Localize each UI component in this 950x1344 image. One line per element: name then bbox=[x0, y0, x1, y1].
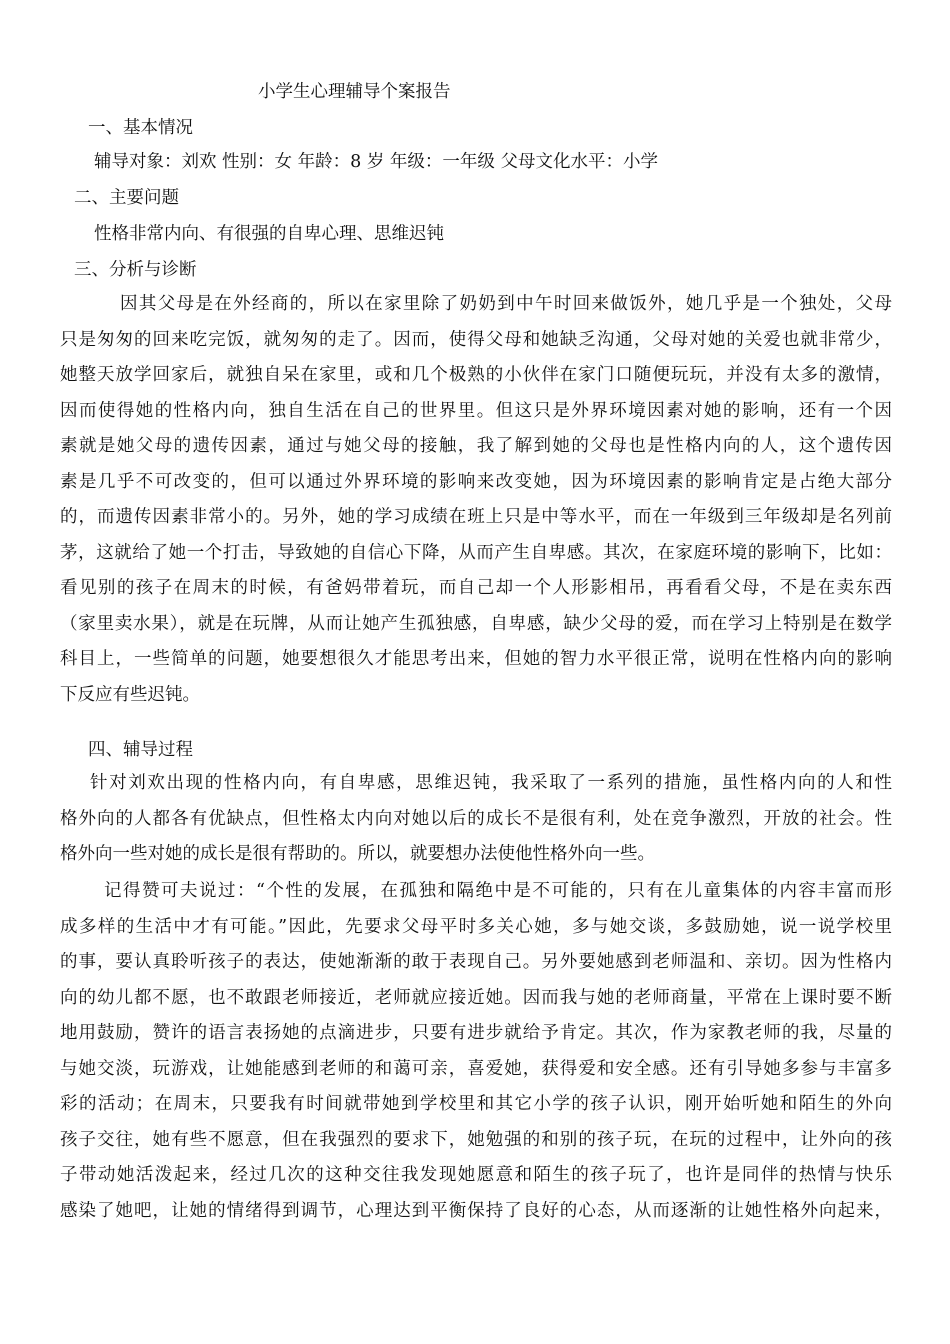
process-line: 格外向一些对她的成长是很有帮助的。所以，就要想办法使他性格外向一些。 bbox=[60, 844, 655, 864]
section-heading-analysis: 三、分析与诊断 bbox=[74, 260, 197, 280]
analysis-line: 的，而遗传因素非常小的。另外，她的学习成绩在班上只是中等水平，而在一年级到三年级却是名列前 bbox=[60, 507, 892, 527]
process-paragraph-1 bbox=[60, 766, 892, 873]
section-heading-counseling-process: 四、辅导过程 bbox=[88, 740, 193, 760]
analysis-line: 只是匆匆的回来吃完饭，就匆匆的走了。因而，使得父母和她缺乏沟通，父母对她的关爱也就非常少， bbox=[60, 329, 892, 350]
basic-info-line: 辅导对象：刘欢 性别：女 年龄：8 岁 年级：一年级 父母文化水平：小学 bbox=[94, 152, 658, 172]
process-paragraph-2 bbox=[60, 874, 892, 1229]
analysis-line: 因其父母是在外经商的，所以在家里除了奶奶到中午时回来做饭外，她几乎是一个独处，父母 bbox=[120, 294, 892, 314]
analysis-line: 素就是她父母的遗传因素，通过与她父母的接触，我了解到她的父母也是性格内向的人，这个遗传因 bbox=[60, 436, 892, 456]
analysis-line: 科目上，一些简单的问题，她要想很久才能思考出来，但她的智力水平很正常，说明在性格内向的影响 bbox=[60, 649, 892, 669]
process-line: 针对刘欢出现的性格内向，有自卑感，思维迟钝，我采取了一系列的措施，虽性格内向的人和性 bbox=[90, 773, 892, 793]
analysis-line: 她整天放学回家后，就独自呆在家里，或和几个极熟的小伙伴在家门口随便玩玩，并没有太多的激情， bbox=[60, 365, 892, 385]
analysis-line: 茅，这就给了她一个打击，导致她的自信心下降，从而产生自卑感。其次，在家庭环境的影响下，比如： bbox=[60, 542, 892, 563]
analysis-paragraph bbox=[60, 287, 892, 713]
process-line: 感染了她吧，让她的情绪得到调节，心理达到平衡保持了良好的心态，从而逐渐的让她性格外向起来， bbox=[60, 1200, 892, 1221]
analysis-line: （家里卖水果），就是在玩牌，从而让她产生孤独感，自卑感，缺少父母的爱，而在学习上特别是在数学 bbox=[60, 613, 892, 634]
analysis-line: 因而使得她的性格内向，独自生活在自己的世界里。但这只是外界环境因素对她的影响，还有一个因 bbox=[60, 400, 892, 421]
process-line: 彩的活动；在周末，只要我有时间就带她到学校里和其它小学的孩子认识，刚开始听她和陌生的外向 bbox=[60, 1094, 892, 1114]
main-problems-line: 性格非常内向、有很强的自卑心理、思维迟钝 bbox=[94, 224, 444, 244]
process-line: 成多样的生活中才有可能。”因此，先要求父母平时多关心她，多与她交谈，多鼓励她，说一说学校里 bbox=[60, 916, 892, 937]
process-line: 向的幼儿都不愿，也不敢跟老师接近，老师就应接近她。因而我与她的老师商量，平常在上课时要不断 bbox=[60, 987, 892, 1008]
process-line: 地用鼓励，赞许的语言表扬她的点滴进步，只要有进步就给予肯定。其次，作为家教老师的我，尽量的 bbox=[60, 1023, 892, 1043]
process-line: 格外向的人都各有优缺点，但性格太内向对她以后的成长不是很有利，处在竞争激烈，开放的社会。性 bbox=[60, 808, 892, 829]
section-heading-basic-info: 一、基本情况 bbox=[88, 118, 193, 138]
section-heading-main-problems: 二、主要问题 bbox=[74, 188, 179, 208]
process-line: 与她交淡，玩游戏，让她能感到老师的和蔼可亲，喜爱她，获得爱和安全感。还有引导她多参与丰富多 bbox=[60, 1058, 892, 1079]
process-line: 孩子交往，她有些不愿意，但在我强烈的要求下，她勉强的和别的孩子玩，在玩的过程中，让外向的孩 bbox=[60, 1129, 892, 1150]
process-line: 子带动她活泼起来，经过几次的这种交往我发现她愿意和陌生的孩子玩了，也许是同伴的热情与快乐 bbox=[60, 1165, 892, 1185]
process-line: 记得赞可夫说过：“个性的发展，在孤独和隔绝中是不可能的，只有在儿童集体的内容丰富而形 bbox=[104, 881, 892, 901]
document-title: 小学生心理辅导个案报告 bbox=[258, 82, 451, 102]
analysis-line: 下反应有些迟钝。 bbox=[60, 684, 200, 705]
process-line: 的事，要认真聆听孩子的表达，使她渐渐的敢于表现自己。另外要她感到老师温和、亲切。因为性格内 bbox=[60, 952, 892, 972]
analysis-line: 看见别的孩子在周末的时候，有爸妈带着玩，而自己却一个人形影相吊，再看看父母，不是在卖东西 bbox=[60, 578, 892, 598]
analysis-line: 素是几乎不可改变的，但可以通过外界环境的影响来改变她，因为环境因素的影响肯定是占绝大部分 bbox=[60, 471, 892, 492]
